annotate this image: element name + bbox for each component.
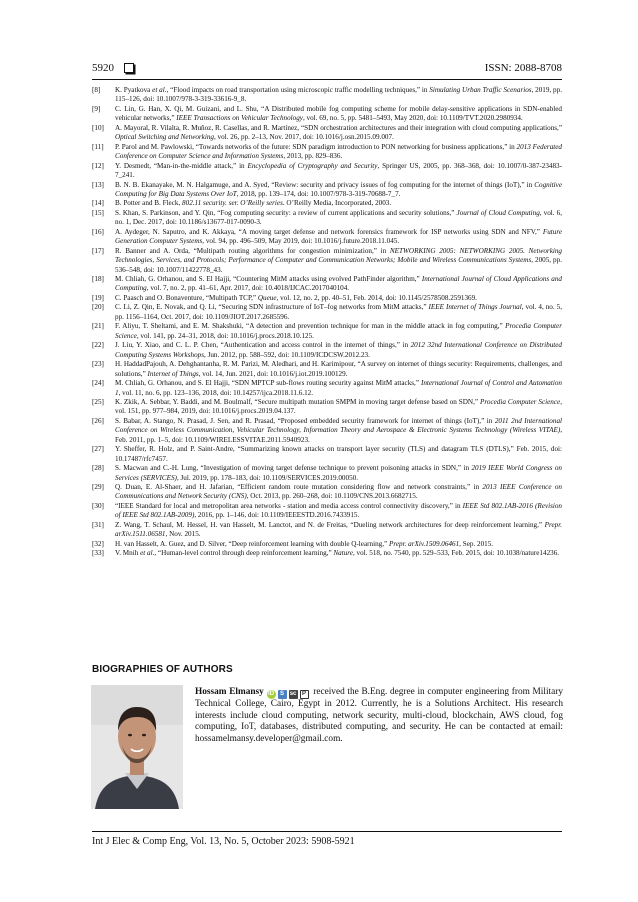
author-photo bbox=[91, 685, 183, 809]
header-rule bbox=[92, 79, 562, 80]
footer-rule bbox=[92, 831, 562, 832]
reference-item bbox=[92, 86, 562, 105]
reference-text: S. Khan, S. Parkinson, and Y. Qin, “Fog computing security: a review of current applications and security solutions,” Journal of Cloud Computing, vol. 6, no. 1, Dec. 2017, doi: 10.1186/s13677-017-0090-3. bbox=[115, 208, 562, 227]
reference-number: [30] bbox=[92, 501, 104, 510]
reference-item bbox=[92, 540, 562, 549]
reference-item bbox=[92, 398, 562, 417]
reference-text: J. Liu, Y. Xiao, and C. L. P. Chen, “Authentication and access control in the internet of things,” in 2012 32nd International Conference on Distributed Computing Systems Workshops, Jun. 2012, pp. 588–592, doi: 10.1109/ICDCSW.2012.23. bbox=[115, 341, 562, 359]
reference-number: [26] bbox=[92, 416, 104, 425]
reference-item bbox=[92, 417, 562, 445]
reference-item bbox=[92, 483, 562, 502]
reference-text: A. Aydeger, N. Saputro, and K. Akkaya, “A moving target defense and network forensics framework for ISP networks using SDN and NFV,” Future Generation Computer Systems, vol. 94, pp. 496–509, May 2019, doi: 10.1016/j.future.2018.11.045. bbox=[115, 227, 562, 246]
reference-number: [24] bbox=[92, 379, 104, 388]
reference-number: [14] bbox=[92, 199, 104, 208]
reference-number: [12] bbox=[92, 161, 104, 170]
reference-number: [29] bbox=[92, 483, 104, 492]
reference-text: Z. Wang, T. Schaul, M. Hessel, H. van Hasselt, M. Lanctot, and N. de Freitas, “Dueling network architectures for deep reinforcement learning,” Prepr. arXiv.1511.06581, Nov. 2015. bbox=[115, 520, 562, 539]
reference-text: F. Aliyu, T. Sheltami, and E. M. Shakshuki, “A detection and prevention technique for man in the middle attack in fog computing,” Procedia Computer Science, vol. 141, pp. 24–31, 2018, doi: 10.1016/j.procs.2018.10.125. bbox=[115, 322, 562, 340]
reference-number: [16] bbox=[92, 227, 104, 236]
reference-number: [13] bbox=[92, 180, 104, 189]
reference-number: [17] bbox=[92, 246, 104, 255]
page-header bbox=[92, 57, 562, 79]
reference-text: C. Li, Z. Qin, E. Novak, and Q. Li, “Securing SDN infrastructure of IoT–fog networks from MitM attacks,” IEEE Internet of Things Journal, vol. 4, no. 5, pp. 1156–1164, Oct. 2017, doi: 10.1109/JIOT.2017.2685596. bbox=[115, 303, 562, 321]
reference-item bbox=[92, 162, 562, 181]
reference-text: A. Mayoral, R. Vilalta, R. Muñoz, R. Casellas, and R. Martínez, “SDN orchestration architectures and their integration with cloud computing applications,” Optical Switching and Networking, vol. 26, pp. 2–13, Nov. 2017, doi: 10.1016/j.osn.2015.09.007. bbox=[115, 123, 562, 142]
reference-text: K. Zkik, A. Sebbar, Y. Baddi, and M. Boulmalf, “Secure multipath mutation SMPM in moving target defense based on SDN,” Procedia Computer Science, vol. 151, pp. 977–984, 2019, doi: 10.1016/j.procs.2019.04.137. bbox=[115, 398, 563, 416]
reference-item bbox=[92, 105, 562, 124]
author-bio bbox=[195, 687, 563, 745]
reference-number: [9] bbox=[92, 104, 101, 113]
reference-item bbox=[92, 124, 562, 143]
reference-number: [15] bbox=[92, 208, 104, 217]
reference-list bbox=[92, 86, 562, 559]
reference-item bbox=[92, 521, 562, 540]
reference-number: [20] bbox=[92, 303, 104, 312]
reference-number: [32] bbox=[92, 539, 104, 548]
reference-text: S. Macwan and C.-H. Lung, “Investigation of moving target defense technique to prevent poisoning attacks in SDN,” in 2019 IEEE World Congress on Services (SERVICES), Jul. 2019, pp. 178–183, doi: 10.1109/SERVICES.2019.00050. bbox=[115, 464, 562, 482]
reference-text: V. Mnih et al., “Human-level control through deep reinforcement learning,” Nature, vol. 518, no. 7540, pp. 529–533, Feb. 2015, doi: 10.1038/nature14236. bbox=[115, 549, 560, 558]
reference-item bbox=[92, 228, 562, 247]
box-icon bbox=[124, 63, 134, 73]
reference-text: M. Chliah, G. Orhanou, and S. El Hajji, “Countering MitM attacks using evolved PathFinder algorithm,” International Journal of Cloud Applications and Computing, vol. 7, no. 2, pp. 41–61, Apr. 2017, doi: 10.4018/IJCAC.2017040104. bbox=[115, 275, 562, 293]
reference-text: Y. Sheffer, R. Holz, and P. Saint-Andre, “Summarizing known attacks on transport layer security (TLS) and datagram TLS (DTLS),” Feb. 2015, doi: 10.17487/rfc7457. bbox=[115, 445, 562, 463]
reference-number: [22] bbox=[92, 341, 104, 350]
orcid-icon[interactable]: iD bbox=[268, 691, 275, 697]
reference-number: [27] bbox=[92, 445, 104, 454]
header-left bbox=[92, 62, 134, 74]
reference-number: [11] bbox=[92, 142, 104, 151]
reference-number: [28] bbox=[92, 464, 104, 473]
reference-text: H. van Hasselt, A. Guez, and D. Silver, “Deep reinforcement learning with double Q-learning,” Prepr. arXiv.1509.06461, Sep. 2015. bbox=[115, 539, 494, 548]
reference-number: [10] bbox=[92, 123, 104, 132]
reference-number: [8] bbox=[92, 86, 101, 94]
reference-item bbox=[92, 445, 562, 464]
reference-item bbox=[92, 464, 562, 483]
reference-item bbox=[92, 275, 562, 294]
reference-text: K. Pyatkova et al., “Flood impacts on road transportation using microscopic traffic modelling techniques,” in Simulating Urban Traffic Scenarios, 2019, pp. 115–126, doi: 10.1007/978-3-319-33616-9_8. bbox=[115, 86, 562, 104]
reference-item bbox=[92, 502, 562, 521]
reference-number: [33] bbox=[92, 549, 104, 558]
reference-text: Y. Desmedt, “Man-in-the-middle attack,” in Encyclopedia of Cryptography and Security, Springer US, 2005, pp. 368–368, doi: 10.1007/0-387-23483-7_241. bbox=[115, 161, 562, 180]
reference-item bbox=[92, 294, 562, 303]
reference-item bbox=[92, 341, 562, 360]
reference-number: [18] bbox=[92, 275, 104, 284]
reference-text: S. Babar, A. Stango, N. Prasad, J. Sen, and R. Prasad, “Proposed embedded security framework for internet of things (IoT),” in 2011 2nd International Conference on Wireless Communication, Vehicular Technology, Information Theory and Aerospace & Electronic Systems Technology (Wireless VITAE), Feb. 2011, pp. 1–5, doi: 10.1109/WIRELESSVITAE.2011.5940923. bbox=[115, 416, 562, 444]
reference-number: [25] bbox=[92, 398, 104, 406]
author-name: Hossam Elmansy bbox=[195, 687, 264, 697]
reference-item bbox=[92, 181, 562, 200]
issn: ISSN: 2088-8708 bbox=[484, 62, 562, 74]
reference-item bbox=[92, 549, 562, 558]
page-footer: Int J Elec & Comp Eng, Vol. 13, No. 5, October 2023: 5908-5921 bbox=[92, 836, 355, 847]
reference-item bbox=[92, 247, 562, 275]
reference-item bbox=[92, 379, 562, 398]
reference-text: C. Paasch and O. Bonaventure, “Multipath TCP,” Queue, vol. 12, no. 2, pp. 40–51, Feb. 2014, doi: 10.1145/2578508.2591369. bbox=[115, 293, 477, 302]
reference-item bbox=[92, 360, 562, 379]
reference-item bbox=[92, 322, 562, 341]
reference-text: H. HaddadPajouh, A. Dehghantanha, R. M. Parizi, M. Aledhari, and H. Karimipour, “A survey on internet of things security: Requirements, challenges, and solutions,” Internet of Things, vol. 14, Jun. 2021, doi: 10.1016/j.iot.2019.100129. bbox=[115, 360, 562, 378]
page-number: 5920 bbox=[92, 62, 114, 74]
reference-item bbox=[92, 199, 562, 208]
reference-text: B. N. B. Ekanayake, M. N. Halgamuge, and A. Syed, “Review: security and privacy issues of fog computing for the internet of things (IoT),” in Cognitive Computing for Big Data Systems Over IoT, 2018, pp. 139–174, doi: 10.1007/978-3-319-70688-7_7. bbox=[115, 180, 562, 198]
reference-number: [21] bbox=[92, 322, 104, 331]
reference-item bbox=[92, 143, 562, 162]
reference-number: [19] bbox=[92, 293, 104, 302]
section-heading: BIOGRAPHIES OF AUTHORS bbox=[92, 664, 233, 675]
author-photo-image bbox=[91, 685, 183, 809]
reference-item bbox=[92, 209, 562, 228]
reference-text: C. Lin, G. Han, X. Qi, M. Guizani, and L. Shu, “A Distributed mobile fog computing scheme for mobile delay-sensitive applications in SDN-enabled vehicular networks,” IEEE Transactions on Vehicular Technology, vol. 69, no. 5, pp. 5481–5493, May 2020, doi: 10.1109/TVT.2020.2980934. bbox=[115, 104, 562, 123]
scopus-icon[interactable]: S bbox=[278, 690, 287, 699]
reference-text: M. Chliah, G. Orhanou, and S. El Hajji, “SDN MPTCP sub-flows routing security against MitM attacks,” International Journal of Control and Automation 1, vol. 11, no. 6, pp. 123–136, 2018, doi: 10.14257/ijca.2018.11.6.12. bbox=[115, 379, 562, 397]
reference-text: “IEEE Standard for local and metropolitan area networks - station and media access control connectivity discovery,” in IEEE Std 802.1AB-2016 (Revision of IEEE Std 802.1AB-2009), 2016, pp. 1–146, doi: 10.1109/IEEESTD.2016.7433915. bbox=[115, 501, 563, 520]
author-bio-text: received the B.Eng. degree in computer engineering from Military Technical College, Cairo, Egypt in 2012. Currently, he is a Solutions Architect. His research interests include cloud computing, network security, multi-cloud, blockchain, AWS cloud, fog computing, IoT, databases, distributed computing, and security. He can be contacted at email: hossamelmansy.developer@gmail.com. bbox=[195, 687, 564, 744]
reference-number: [23] bbox=[92, 360, 104, 369]
reference-item bbox=[92, 303, 562, 322]
google-scholar-icon[interactable]: sc bbox=[289, 691, 297, 697]
reference-text: P. Parol and M. Pawlowski, “Towards networks of the future: SDN paradigm introduction to PON networking for business applications,” in 2013 Federated Conference on Computer Science and Information Systems, 2013, pp. 829–836. bbox=[115, 142, 562, 161]
reference-text: B. Potter and B. Fleck, 802.11 security. ser. O’Reilly series. O’Reilly Media, Incorporated, 2003. bbox=[115, 199, 392, 208]
reference-number: [31] bbox=[92, 520, 104, 529]
reference-text: R. Banner and A. Orda, “Multipath routing algorithms for congestion minimization,” in NETWORKING 2005: NETWORKING 2005. Networking Technologies, Services, and Protocols; Performance of Computer and Communication Networks; Mobile and Wireless Communications Systems, 2005, pp. 536–548, doi: 10.1007/11422778_43. bbox=[115, 246, 562, 274]
publons-icon[interactable]: P bbox=[300, 690, 309, 699]
reference-text: Q. Duan, E. Al-Shaer, and H. Jafarian, “Efficient random route mutation considering flow and network constraints,” in 2013 IEEE Conference on Communications and Network Security (CNS), Oct. 2013, pp. 260–268, doi: 10.1109/CNS.2013.6682715. bbox=[115, 483, 562, 501]
